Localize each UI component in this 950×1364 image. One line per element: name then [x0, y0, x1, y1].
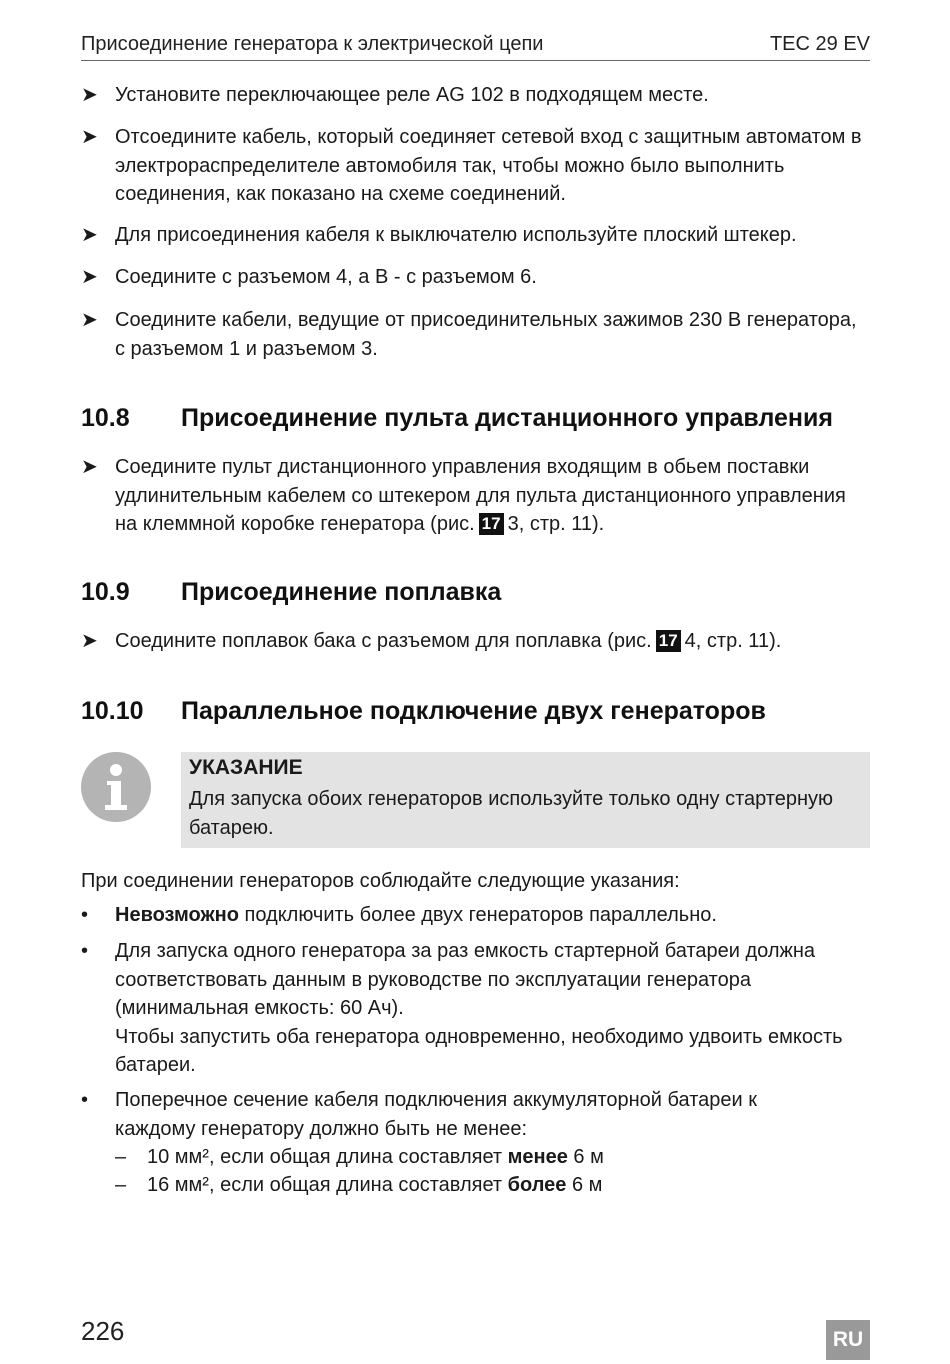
- arrow-icon: ➤: [81, 630, 98, 652]
- note-body: Для запуска обоих генераторов используйте только одну стартерную батарею.: [189, 788, 834, 839]
- language-badge: RU: [826, 1320, 870, 1360]
- step-text: Отсоедините кабель, который соединяет сетевой вход с защитным автоматом в электрораспределителе автомобиля так, чтобы можно было выполнить соединения, как показано на схеме соединений.: [115, 126, 862, 205]
- step-text: Соедините с разъемом 4, а В - с разъемом 6.: [115, 266, 537, 288]
- step-item: [81, 453, 871, 539]
- info-icon: [81, 752, 151, 822]
- step-item: [81, 306, 871, 363]
- step-item: [81, 627, 871, 656]
- list-item-text: Для запуска одного генератора за раз емкость стартерной батареи должна соответствовать данным в руководстве по эксплуатации генератора (минимальная емкость: 60 Ач). Чтобы запустить оба генератора одновременно, необходимо удвоить емкость батареи.: [115, 940, 843, 1076]
- list-item: [81, 937, 871, 1080]
- arrow-icon: ➤: [81, 456, 98, 478]
- step-item: [81, 81, 871, 110]
- step-item: [81, 221, 871, 250]
- section-title: Присоединение поплавка: [181, 578, 502, 606]
- section-number: 10.9: [81, 578, 130, 606]
- sub-list-item-text: 16 мм², если общая длина составляет более 6 м: [147, 1174, 603, 1196]
- intro-text: При соединении генераторов соблюдайте следующие указания:: [81, 870, 680, 892]
- list-item: [81, 1086, 871, 1143]
- step-text-start: Соедините поплавок бака с разъемом для поплавка (рис.: [115, 630, 652, 652]
- step-text-end: 3, стр. 11).: [507, 513, 605, 535]
- emphasis-text: Невозможно: [115, 904, 239, 926]
- bullet-icon: •: [81, 1089, 89, 1111]
- list-item-text: Невозможно подключить более двух генераторов параллельно.: [115, 904, 717, 926]
- step-text: Соедините кабели, ведущие от присоединительных зажимов 230 В генератора, с разъемом 1 и разъемом 3.: [115, 309, 857, 360]
- step-text: [81, 453, 871, 539]
- section-title: Присоединение пульта дистанционного управления: [181, 404, 833, 432]
- section-number: 10.8: [81, 404, 130, 432]
- step-text-end: 4, стр. 11).: [684, 630, 782, 652]
- header-title: Присоединение генератора к электрической цепи: [81, 33, 544, 55]
- list-item-text: Поперечное сечение кабеля подключения аккумуляторной батареи к каждому генератору должно быть не менее:: [115, 1089, 757, 1140]
- step-text: Для присоединения кабеля к выключателю используйте плоский штекер.: [115, 224, 797, 246]
- arrow-icon: ➤: [81, 266, 98, 288]
- arrow-icon: ➤: [81, 126, 98, 148]
- section-title: Параллельное подключение двух генераторов: [181, 697, 766, 725]
- arrow-icon: ➤: [81, 309, 98, 331]
- note-title: УКАЗАНИЕ: [189, 756, 303, 779]
- step-text: Установите переключающее реле AG 102 в подходящем месте.: [115, 84, 709, 106]
- arrow-icon: ➤: [81, 84, 98, 106]
- note-box: [181, 752, 870, 848]
- step-text-start: Соедините пульт дистанционного управления входящим в обьем поставки удлинительным кабелем со штекером для пульта дистанционного управления на клеммной коробке генератора (рис.: [115, 456, 846, 535]
- bullet-icon: •: [81, 904, 89, 926]
- bullet-icon: •: [81, 940, 89, 962]
- figure-ref-badge: 17: [479, 513, 504, 535]
- step-item: [81, 263, 871, 292]
- step-text: [81, 627, 871, 656]
- figure-ref-badge: 17: [656, 630, 681, 652]
- step-item: [81, 123, 871, 209]
- list-item: [81, 901, 871, 930]
- sub-list-item-text: 10 мм², если общая длина составляет менее 6 м: [147, 1146, 604, 1168]
- section-number: 10.10: [81, 697, 144, 725]
- header-model: TEC 29 EV: [769, 33, 870, 55]
- page-header: [81, 30, 870, 61]
- dash-marker: –: [115, 1146, 127, 1168]
- page-number: 226: [81, 1316, 125, 1346]
- dash-marker: –: [115, 1174, 127, 1196]
- arrow-icon: ➤: [81, 224, 98, 246]
